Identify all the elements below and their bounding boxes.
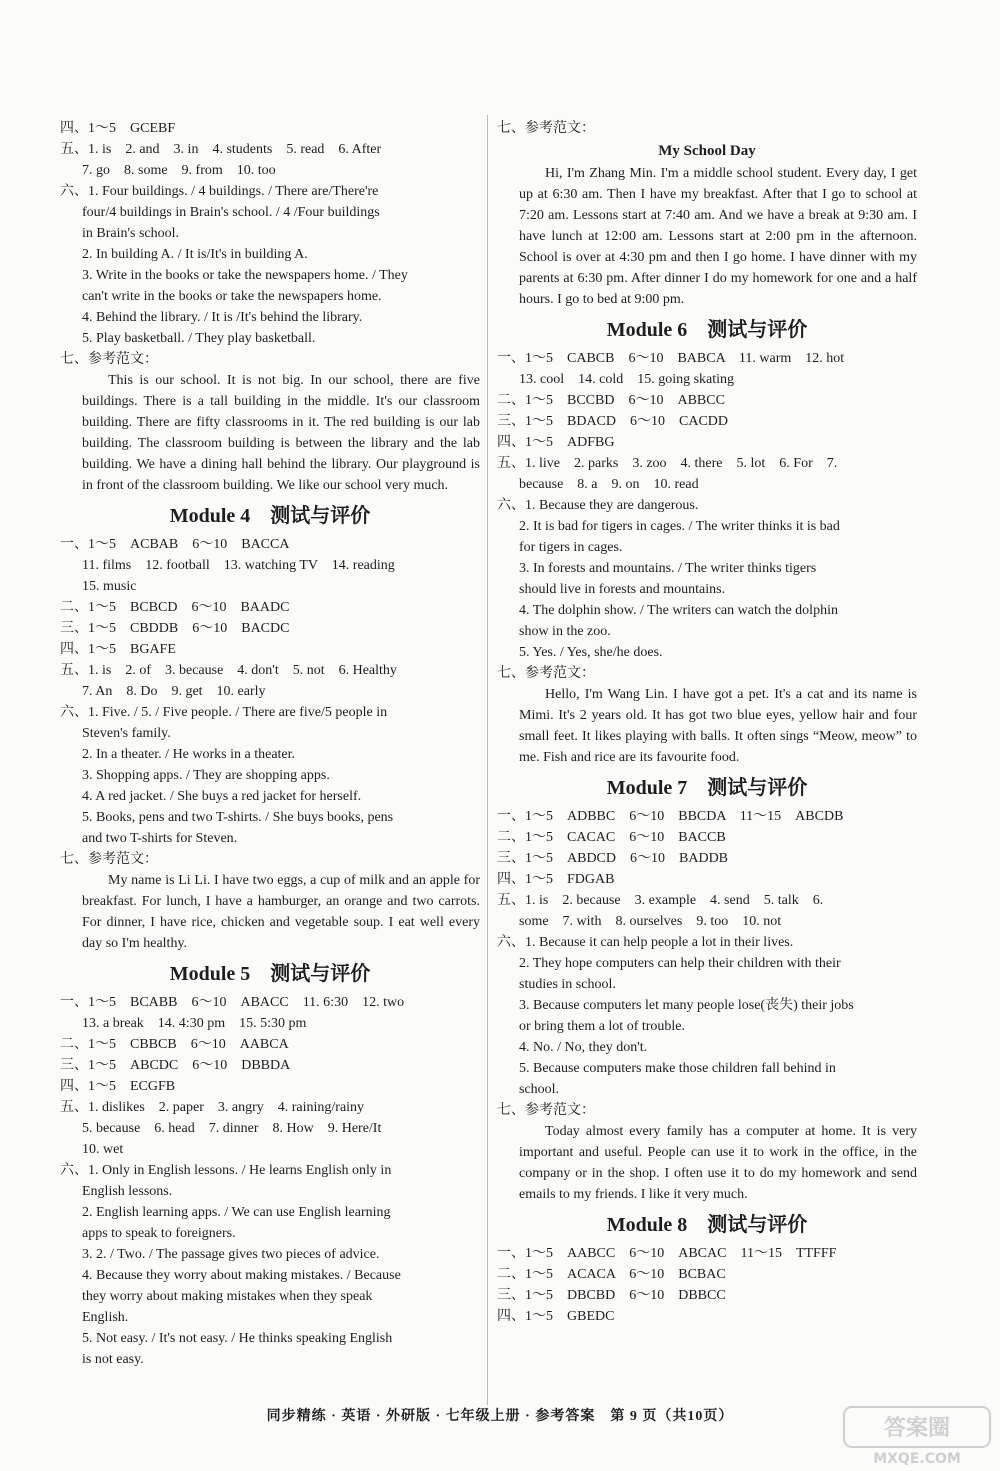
module-5-heading: Module 5 测试与评价 — [169, 963, 371, 985]
right-column — [497, 118, 917, 1327]
m4-essay: My name is Li Li. I have two eggs, a cup of milk and an apple for breakfast. For lunch, I have a hamburger, an orange and two carrots. For dinner, I have rice, chicken and vegetable soup. I eat well every day so I'm healthy. — [82, 873, 480, 951]
answer-line: 一、1～5 ACBAB 6～10 BACCA — [60, 537, 290, 552]
answer-line: 四、1～5 ECGFB — [60, 1079, 176, 1094]
left-column — [60, 118, 480, 1370]
answer-line: for tigers in cages. — [519, 540, 623, 555]
answer-line: 一、1～5 AABCC 6～10 ABCAC 11～15 TTFFF — [497, 1246, 837, 1261]
answer-line: is not easy. — [82, 1352, 144, 1367]
answer-line: 5. because 6. head 7. dinner 8. How 9. Here/It — [82, 1121, 382, 1136]
column-divider — [487, 115, 488, 1405]
answer-line: and two T-shirts for Steven. — [82, 831, 238, 846]
answer-line: 五、1. is 2. and 3. in 4. students 5. read 6. After — [60, 142, 382, 157]
answer-line: four/4 buildings in Brain's school. / 4 /Four buildings — [82, 205, 380, 220]
answer-line: 六、1. Four buildings. / 4 buildings. / There are/There're — [60, 184, 379, 199]
answer-line: 五、1. live 2. parks 3. zoo 4. there 5. lot 6. For 7. — [497, 456, 838, 471]
answer-line: show in the zoo. — [519, 624, 611, 639]
answer-line: 六、1. Only in English lessons. / He learns English only in — [60, 1163, 392, 1178]
answer-line: 11. films 12. football 13. watching TV 14. reading — [82, 558, 395, 573]
m5-essay-title: My School Day — [658, 143, 756, 159]
answer-line: 三、1～5 ABCDC 6～10 DBBDA — [60, 1058, 291, 1073]
m8-answers — [497, 1243, 917, 1327]
answer-line: 13. a break 14. 4:30 pm 15. 5:30 pm — [82, 1016, 307, 1031]
answer-line: 五、1. is 2. because 3. example 4. send 5. talk 6. — [497, 893, 824, 908]
answer-line: 四、1～5 GCEBF — [60, 121, 176, 136]
answer-line: 5. Play basketball. / They play basketball. — [82, 331, 316, 346]
m6-answers — [497, 348, 917, 684]
answer-line: English lessons. — [82, 1184, 173, 1199]
answer-line: they worry about making mistakes when they speak — [82, 1289, 373, 1304]
answer-line: 7. go 8. some 9. from 10. too — [82, 163, 276, 178]
answer-line: 一、1～5 CABCB 6～10 BABCA 11. warm 12. hot — [497, 351, 845, 366]
m5-answers — [60, 992, 480, 1370]
answer-line: 四、1～5 ADFBG — [497, 435, 615, 450]
answer-line: 5. Books, pens and two T-shirts. / She buys books, pens — [82, 810, 394, 825]
answer-line: 3. Because computers let many people lose(丧失) their jobs — [519, 998, 854, 1013]
answer-line: 二、1～5 CACAC 6～10 BACCB — [497, 830, 726, 845]
page-footer: 同步精练 · 英语 · 外研版 · 七年级上册 · 参考答案 第 9 页（共10页） — [266, 1409, 734, 1424]
watermark-logo — [842, 1405, 992, 1467]
answer-line: 10. wet — [82, 1142, 124, 1157]
answer-line: in Brain's school. — [82, 226, 180, 241]
answer-line: 3. Write in the books or take the newspapers home. / They — [82, 268, 408, 283]
m3-answers — [60, 118, 480, 370]
answer-line: 七、参考范文： — [497, 666, 595, 681]
answer-line: 一、1～5 ADBBC 6～10 BBCDA 11～15 ABCDB — [497, 809, 844, 824]
answer-line: 七、参考范文： — [497, 1103, 595, 1118]
answer-line: 二、1～5 BCCBD 6～10 ABBCC — [497, 393, 725, 408]
answer-line: 三、1～5 ABDCD 6～10 BADDB — [497, 851, 729, 866]
answer-line: 六、1. Because it can help people a lot in their lives. — [497, 935, 794, 950]
answer-line: 2. English learning apps. / We can use English learning — [82, 1205, 391, 1220]
answer-line: 七、参考范文： — [60, 852, 158, 867]
m4-answers — [60, 534, 480, 870]
answer-line: 三、1～5 CBDDB 6～10 BACDC — [60, 621, 290, 636]
module-7-heading: Module 7 测试与评价 — [606, 777, 808, 799]
answer-line: because 8. a 9. on 10. read — [519, 477, 699, 492]
answer-line: 4. Because they worry about making mistakes. / Because — [82, 1268, 401, 1283]
answer-line: 二、1～5 CBBCB 6～10 AABCA — [60, 1037, 289, 1052]
answer-line: 4. The dolphin show. / The writers can watch the dolphin — [519, 603, 838, 618]
answer-line: 5. Because computers make those children fall behind in — [519, 1061, 836, 1076]
answer-line: 四、1～5 GBEDC — [497, 1309, 615, 1324]
answer-line: 5. Yes. / Yes, she/he does. — [519, 645, 663, 660]
answer-line: 二、1～5 BCBCD 6～10 BAADC — [60, 600, 290, 615]
answer-line: 3. In forests and mountains. / The writer thinks tigers — [519, 561, 817, 576]
answer-line: 2. In building A. / It is/It's in building A. — [82, 247, 308, 262]
answer-line: should live in forests and mountains. — [519, 582, 726, 597]
m3-essay: This is our school. It is not big. In our school, there are five buildings. There is a tall building in the middle. It's our classroom building. There are fifty classrooms in it. The red building is our lab building. The classroom building is between the library and the lab building. We have a dining hall behind the library. Our playground is in front of the classroom building. We like our school very much. — [82, 373, 480, 493]
answer-line: 13. cool 14. cold 15. going skating — [519, 372, 735, 387]
answer-line: 2. They hope computers can help their children with their — [519, 956, 841, 971]
answer-line: school. — [519, 1082, 560, 1097]
answer-line: or bring them a lot of trouble. — [519, 1019, 686, 1034]
answer-line: 2. It is bad for tigers in cages. / The writer thinks it is bad — [519, 519, 840, 534]
answer-line: 六、1. Because they are dangerous. — [497, 498, 699, 513]
answer-line: 2. In a theater. / He works in a theater. — [82, 747, 296, 762]
answer-line: apps to speak to foreigners. — [82, 1226, 236, 1241]
answer-line: 四、1～5 FDGAB — [497, 872, 615, 887]
answer-line: 七、参考范文： — [60, 352, 158, 367]
answer-line: 4. A red jacket. / She buys a red jacket for herself. — [82, 789, 362, 804]
m6-essay: Hello, I'm Wang Lin. I have got a pet. It's a cat and its name is Mimi. It's 2 years old. It has got two blue eyes, yellow hair and four small feet. It likes playing with balls. It often sings “Meow, meow” to me. Fish and rice are its favourite food. — [519, 687, 917, 765]
answer-line: 3. Shopping apps. / They are shopping apps. — [82, 768, 330, 783]
answer-line: 五、1. dislikes 2. paper 3. angry 4. raining/rainy — [60, 1100, 365, 1115]
svg-text:MXQE.COM: MXQE.COM — [873, 1451, 961, 1467]
module-6-heading: Module 6 测试与评价 — [606, 319, 808, 341]
m5-essay: Hi, I'm Zhang Min. I'm a middle school student. Every day, I get up at 6:30 am. Then I have my breakfast. After that I go to school at 7:20 am. Lessons start at 7:40 am. And we have a break at 9:30 am. I have lunch at 12:00 am. Lessons start at 2:00 pm in the afternoon. School is over at 4:30 pm and then I go home. I have dinner with my parents at 6:30 pm. After dinner I do my homework for one and a half hours. I go to bed at 9:00 pm. — [519, 166, 917, 307]
answer-line: 4. Behind the library. / It is /It's behind the library. — [82, 310, 363, 325]
m7-answers — [497, 806, 917, 1121]
answer-line: some 7. with 8. ourselves 9. too 10. not — [519, 914, 782, 929]
answer-line: 六、1. Five. / 5. / Five people. / There are five/5 people in — [60, 705, 388, 720]
m7-essay: Today almost every family has a computer at home. It is very important and useful. People can use it to work in the office, in the company or in the shop. I often use it to do my homework and send emails to my friends. I like it very much. — [519, 1124, 917, 1202]
svg-text:答案圈: 答案圈 — [883, 1416, 951, 1441]
answer-line: 五、1. is 2. of 3. because 4. don't 5. not 6. Healthy — [60, 663, 397, 678]
answer-line: 三、1～5 DBCBD 6～10 DBBCC — [497, 1288, 726, 1303]
module-4-heading: Module 4 测试与评价 — [169, 505, 371, 527]
m5-essay-label: 七、参考范文： — [497, 121, 595, 136]
answer-line: 5. Not easy. / It's not easy. / He thinks speaking English — [82, 1331, 393, 1346]
module-8-heading: Module 8 测试与评价 — [606, 1214, 808, 1236]
answer-line: 四、1～5 BGAFE — [60, 642, 176, 657]
answer-line: 三、1～5 BDACD 6～10 CACDD — [497, 414, 729, 429]
answer-line: 一、1～5 BCABB 6～10 ABACC 11. 6:30 12. two — [60, 995, 405, 1010]
answer-line: 4. No. / No, they don't. — [519, 1040, 648, 1055]
answer-line: 3. 2. / Two. / The passage gives two pieces of advice. — [82, 1247, 380, 1262]
answer-line: 15. music — [82, 579, 137, 594]
answer-line: can't write in the books or take the newspapers home. — [82, 289, 382, 304]
answer-line: Steven's family. — [82, 726, 171, 741]
answer-line: English. — [82, 1310, 129, 1325]
answer-line: 二、1～5 ACACA 6～10 BCBAC — [497, 1267, 726, 1282]
answer-line: studies in school. — [519, 977, 616, 992]
answer-line: 7. An 8. Do 9. get 10. early — [82, 684, 266, 699]
